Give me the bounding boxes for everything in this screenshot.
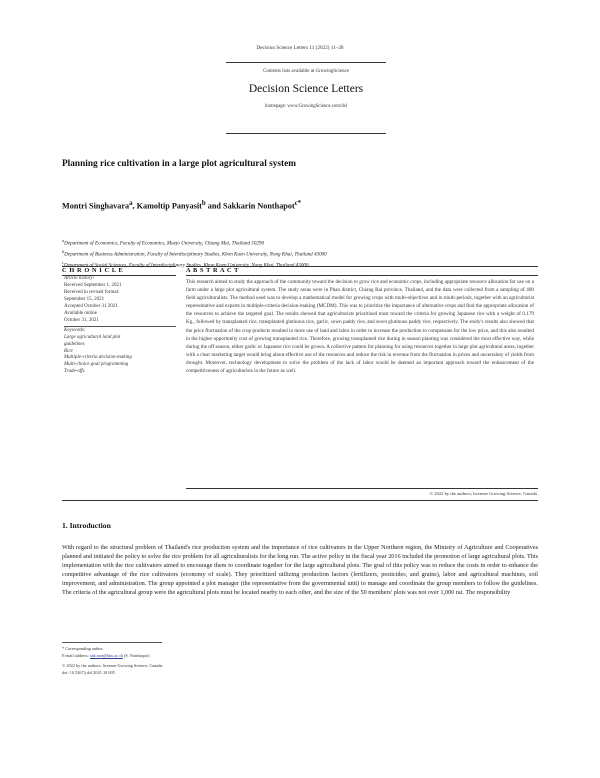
keyword-item: Multiple-criteria decision-making [64, 355, 132, 361]
affiliation-line [62, 237, 538, 248]
history-line: September 15, 2021 [64, 296, 105, 302]
email-link[interactable]: sak.non@kku.ac.th [89, 652, 123, 658]
front-matter-bottom-rule [62, 500, 538, 501]
corresponding-author-note: * Corresponding author. [62, 646, 104, 651]
keyword-item: Multi-choice goal programming [64, 362, 129, 368]
affiliation-mark: a [62, 238, 65, 243]
chronicle-divider [64, 326, 176, 327]
chronicle-block [64, 276, 176, 376]
keyword-item: Rice [64, 348, 73, 354]
affiliation-text: Department of Business Administration, Faculty of Interdisciplinary Studies, Khon Kaen University, Nong Khai, Thailand 43000 [64, 251, 327, 258]
author-affiliation-mark: c* [294, 200, 302, 207]
journal-title: Decision Science Letters [248, 83, 364, 95]
journal-masthead [226, 62, 386, 134]
abstract-copyright: © 2022 by the authors; licensee Growing Science, Canada. [429, 491, 538, 496]
history-line: Received in revised format: [64, 289, 120, 295]
contents-available-line: Contents lists available at GrowingScience [263, 69, 349, 74]
abstract-heading: A B S T R A C T [186, 267, 239, 274]
keyword-item: Trade-offs [64, 369, 85, 375]
footer-copyright: © 2022 by the authors; licensee Growing Science, Canada. [62, 663, 164, 669]
author-conjunction: and [205, 201, 224, 211]
introduction-text: With regard to the structural problem of Thailand's rice production system and the importance of rice cultivators in the Upper Northern region, the Ministry of Agriculture and Cooperatives planned and initiated the policy to solve the rice problem for all agriculturalists for the long run. The active policy in the fiscal year 2016 included the promotion of large agricultural plots. This implementation with the rice cultivators aimed to encourage them to coordinate together for the large agricultural plots. The goal of this policy was to reduce the costs in order to enhance the competitive advantage of the rice cultivators (economy of scale). They prioritized utilizing production factors (fertilizers, pesticides, and grains), labor and agricultural machines, soil improvement, and administration. The group appointed a plot manager (the representative from the governmental unit) to manage and coordinate the group members to follow the guidelines. The criteria of the agricultural group were the agricultural plots must be located nearby to each other, and the size of the 50 members' plots was not over 1,000 rai. The responsibility [62, 544, 538, 596]
affiliation-text: Department of Economics, Faculty of Economics, Maejo University, Chiang Mai, Thailand 50290 [64, 240, 265, 247]
author-name: Sakkarin Nonthapot [223, 201, 295, 211]
history-line: Available online [64, 310, 97, 316]
keywords-label: Keywords: [64, 327, 86, 333]
article-history-label: Article history: [64, 276, 95, 281]
affiliations [62, 237, 538, 270]
introduction-heading: 1. Introduction [62, 521, 111, 530]
email-suffix: (S. Nonthapot) [122, 652, 150, 658]
author-affiliation-mark: b [201, 200, 206, 207]
history-line: Accepted October 31 2021 [64, 303, 118, 309]
running-head: Decision Science Letters 11 (2022) 11–28 [256, 45, 344, 51]
history-line: October 31, 2021 [64, 317, 99, 323]
affiliation-mark: c [62, 259, 64, 265]
email-label: E-mail address: [62, 652, 90, 658]
journal-homepage[interactable]: homepage: www.GrowingScience.com/dsl [265, 104, 347, 109]
email-line [62, 653, 362, 660]
footnotes [62, 646, 362, 676]
author-affiliation-mark: a [129, 200, 133, 207]
article-title: Planning rice cultivation in a large plot agricultural system [62, 159, 296, 169]
abstract-heading-rule [186, 275, 538, 276]
author-list: Montri Singhavara$^a$, Kamoltip Panyasit$^b$ and Sakkarin Nonthapot$^{c*}$ [62, 200, 302, 211]
abstract-bottom-rule [186, 488, 538, 489]
author-name: Montri Singhavara [62, 201, 130, 211]
footnote-rule [62, 642, 162, 643]
affiliation-text: Department of Social Sciences, Faculty of Interdisciplinary Studies, Khon Kaen University, Nong Khai, Thailand 43000 [63, 262, 309, 269]
abstract-text: This research aimed to study the approach of the community toward the decision to grow rice and economic crops, including appropriate resource allocation for use on a farm under a large plot agricultural system. The study areas were in Phan district, Chiang Rai province, Thailand, and the data were collected from a sampling of 400 field agriculturalists. The method used was to develop a mathematical model for growing crops with multi-objectives and in multi-periods, together with an agriculturist representative and experts in multiple-criteria decision-making (MCDM). This was to prioritize the importance of alternative crops and find the appropriate allocation of the resources to achieve the targeted goal. The results showed that agriculturists prioritized most toward the criteria for growing Japanese rice with a weight of 0.179 Kg., followed by transplanted rice, transplanted glutinous rice, garlic, sown paddy rice, and sown glutinous paddy rice, respectively. The study's results also showed that the price fluctuation of the crop products resulted in more use of land and labor in order to increase the production to compensate for the low price, and this also resulted in the higher opportunity cost of growing transplanted rice. Therefore, growing transplanted rice during in season planting was considered the most effective way, while during the off season, either garlic or Japanese rice could be grown. A collective pattern for planning for using resources together in large plot agricultural areas, together with a clear marketing target would bring about effective use of the resources and reduce the risk in revenue from the fluctuation in prices and uncertainty of yields from drought. Moreover, technology development to solve the problem of the lack of labor would be deemed an important approach toward the enhancement of the competitiveness of agriculturists in the future as well. [186, 279, 534, 375]
affiliation-mark: b [62, 248, 65, 254]
history-line: Received September 1, 2021 [64, 282, 122, 288]
keyword-item: Large agricultural land plot [64, 334, 121, 340]
chronicle-heading: C H R O N I C L E [62, 267, 124, 274]
author-name: Kamoltip Panyasit [136, 201, 202, 211]
keyword-item: guidelines [64, 341, 85, 347]
doi-line[interactable]: doi: 10.5267/j.dsl.2021.10.005 [62, 669, 115, 675]
affiliation-line [62, 248, 538, 259]
affiliation-line [62, 259, 538, 270]
